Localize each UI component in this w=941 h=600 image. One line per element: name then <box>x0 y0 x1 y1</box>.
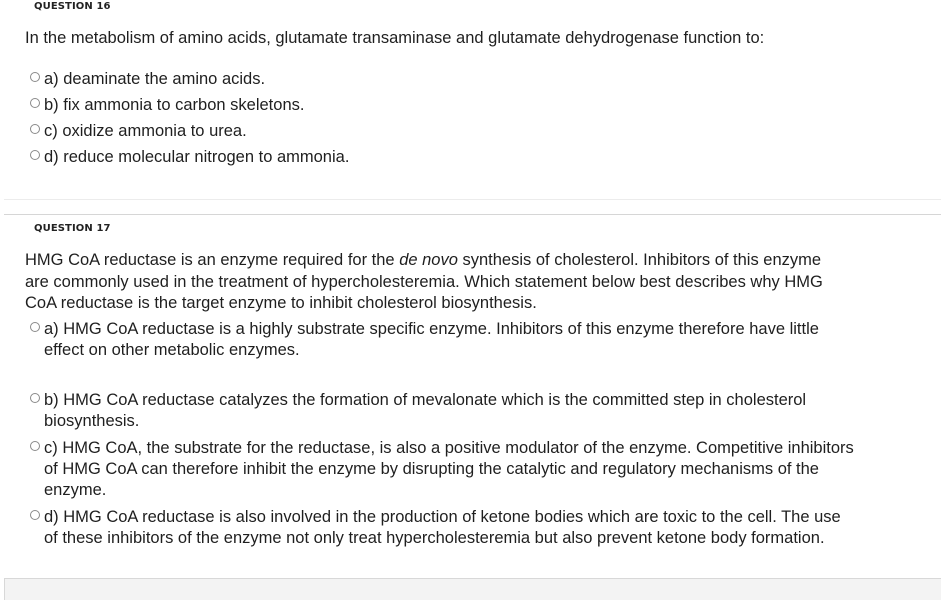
radio-button[interactable] <box>30 393 40 403</box>
q17-option-d[interactable] <box>30 507 855 549</box>
option-label: b) fix ammonia to carbon skeletons. <box>44 96 305 114</box>
radio-button[interactable] <box>30 98 40 108</box>
option-label: d) reduce molecular nitrogen to ammonia. <box>44 148 350 166</box>
radio-button[interactable] <box>30 72 40 82</box>
option-label: c) oxidize ammonia to urea. <box>44 122 247 140</box>
question-17-header: QUESTION 17 <box>34 223 111 234</box>
radio-button[interactable] <box>30 124 40 134</box>
question-text-italic: de novo <box>399 251 458 269</box>
question-16-header: QUESTION 16 <box>34 1 111 12</box>
next-question-panel <box>4 578 941 600</box>
radio-button[interactable] <box>30 150 40 160</box>
q16-option-a[interactable] <box>30 69 860 90</box>
question-divider <box>4 214 941 215</box>
option-label: c) HMG CoA, the substrate for the reductase, is also a positive modulator of the enzyme. Competitive inhibitors of HMG CoA can therefore inhibit the enzyme by disrupting the catalytic and regulatory mechanisms of the enzyme. <box>44 439 854 499</box>
option-label: b) HMG CoA reductase catalyzes the formation of mevalonate which is the committed step in cholesterol biosynthesis. <box>44 391 807 430</box>
question-17-text <box>25 250 840 315</box>
option-label: a) HMG CoA reductase is a highly substrate specific enzyme. Inhibitors of this enzyme therefore have little effect on other metabolic enzymes. <box>44 320 819 359</box>
q17-option-c[interactable] <box>30 438 855 501</box>
option-label: d) HMG CoA reductase is also involved in the production of ketone bodies which are toxic to the cell. The use of these inhibitors of the enzyme not only treat hypercholesteremia but also prevent ketone body formation. <box>44 508 841 547</box>
radio-button[interactable] <box>30 441 40 451</box>
q17-option-b[interactable] <box>30 390 860 432</box>
q16-option-c[interactable] <box>30 121 860 142</box>
q17-option-a[interactable] <box>30 319 860 361</box>
q16-option-d[interactable] <box>30 147 860 168</box>
question-16-text: In the metabolism of amino acids, glutamate transaminase and glutamate dehydrogenase function to: <box>25 29 765 47</box>
question-text-part: synthesis of cholesterol. Inhibitors of this enzyme are commonly used in the treatment of hypercholesteremia. Which statement below best describes why HMG CoA reductase is the target enzyme to inhibit cholesterol biosynthesis. <box>25 251 823 312</box>
radio-button[interactable] <box>30 510 40 520</box>
question-divider <box>4 199 941 200</box>
q16-option-b[interactable] <box>30 95 860 116</box>
option-label: a) deaminate the amino acids. <box>44 70 266 88</box>
question-text-part: HMG CoA reductase is an enzyme required for the <box>25 251 400 269</box>
radio-button[interactable] <box>30 322 40 332</box>
